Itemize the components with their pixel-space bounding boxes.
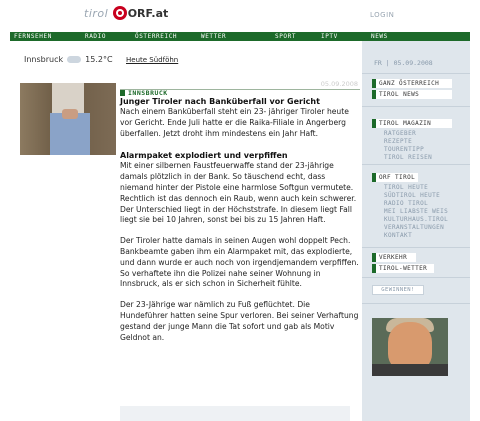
login-link[interactable]: LOGIN xyxy=(370,11,395,19)
article-category[interactable]: INNSBRUCK xyxy=(120,89,168,97)
sidebar-top-links xyxy=(372,79,452,101)
sidebar xyxy=(362,41,470,421)
article-paragraph: Mit einer silbernen Faustfeuerwaffe stand der 23-jährige damals plötzlich in der Bank. So täuschend echt, dass niemand hinter der Pistole eine harmlose Softgun vermutete. Rechtlich ist das dennoch ein Raub, wenn auch kein schwerer. Der Unterschied liegt in der Höchststrafe. In diesem liegt Fall liegt sie bei 10 Jahren, sonst bei bis zu 15 Jahren Haft. xyxy=(120,161,357,225)
sidebar-subitem[interactable]: KONTAKT xyxy=(384,232,413,239)
logo-brand: ORF.at xyxy=(127,7,169,20)
sidebar-item-tirol-wetter[interactable]: TIROL-WETTER xyxy=(372,264,434,273)
weather-forecast-link[interactable]: Heute Südföhn xyxy=(126,56,179,64)
main-content xyxy=(10,41,362,421)
article-subheadline: Alarmpaket explodiert und verpfiffen xyxy=(120,151,288,161)
gewinnen-button[interactable]: GEWINNEN! xyxy=(372,285,424,295)
article-headline: Junger Tiroler nach Banküberfall vor Gericht xyxy=(120,97,320,106)
logo-prefix: tirol xyxy=(84,7,109,20)
nav-oesterreich[interactable]: ÖSTERREICH xyxy=(135,33,178,40)
article-category-bar xyxy=(120,80,360,97)
sidebar-item-verkehr[interactable]: VERKEHR xyxy=(372,253,416,262)
nav-news[interactable]: NEWS xyxy=(371,33,388,40)
sidebar-subitem[interactable]: TIROL HEUTE xyxy=(384,184,429,191)
sidebar-subitem[interactable]: TOURENTIPP xyxy=(384,146,425,153)
article-intro: Nach einem Banküberfall steht ein 23- jähriger Tiroler heute vor Gericht. Ende Juli hatte er die Raika-Filiale in Angerberg überfallen. Jetzt droht ihm mindestens ein Jahr Haft. xyxy=(120,107,349,138)
sidebar-date: FR | 05.09.2008 xyxy=(374,59,433,67)
nav-radio[interactable]: RADIO xyxy=(85,33,107,40)
article-photo xyxy=(20,83,116,155)
nav-fernsehen[interactable]: FERNSEHEN xyxy=(14,33,52,40)
orf-eye-icon xyxy=(113,6,127,20)
sidebar-subitem[interactable]: TIROL REISEN xyxy=(384,154,433,161)
header xyxy=(0,0,480,32)
orf-logo[interactable] xyxy=(84,6,168,20)
main-nav xyxy=(10,32,470,41)
weather-temp: 15.2°C xyxy=(85,55,113,64)
cloud-icon xyxy=(67,56,81,63)
sidebar-bottom-links xyxy=(372,253,442,275)
weather-widget xyxy=(24,55,113,64)
sidebar-subitem[interactable]: MEI LIABSTE WEIS xyxy=(384,208,449,215)
sidebar-item-tirol-magazin[interactable]: TIROL MAGAZIN xyxy=(372,119,452,128)
article xyxy=(120,80,360,343)
sidebar-subitem[interactable]: KULTURHAUS.TIROL xyxy=(384,216,449,223)
sidebar-item-ganz-oesterreich[interactable]: GANZ ÖSTERREICH xyxy=(372,79,452,88)
nav-iptv[interactable]: IPTV xyxy=(321,33,338,40)
article-footer-bar xyxy=(120,406,350,421)
article-paragraph: Der Tiroler hatte damals in seinen Augen wohl doppelt Pech. Bankbeamte gaben ihm ein Alarmpaket mit, das explodierte, und dann wurde er auch noch von irgendjemandem verpfiffen. So verhaftete ihn die Polizei nahe seiner Wohnung in Innsbruck, als er sich schon in Sicherheit fühlte. xyxy=(120,236,359,289)
sidebar-item-tirol-news[interactable]: TIROL NEWS xyxy=(372,90,452,99)
sidebar-subitem[interactable]: VERANSTALTUNGEN xyxy=(384,224,445,231)
sidebar-subitem[interactable]: SÜDTIROL HEUTE xyxy=(384,192,441,199)
sidebar-subitem[interactable]: REZEPTE xyxy=(384,138,413,145)
sidebar-item-orf-tirol[interactable]: ORF TIROL xyxy=(372,173,418,182)
nav-wetter[interactable]: WETTER xyxy=(201,33,227,40)
sidebar-subitem[interactable]: RATGEBER xyxy=(384,130,417,137)
portrait-photo[interactable] xyxy=(372,318,448,376)
nav-sport[interactable]: SPORT xyxy=(275,33,297,40)
sidebar-subitem[interactable]: RADIO TIROL xyxy=(384,200,429,207)
article-paragraph: Der 23-Jährige war nämlich zu Fuß geflüchtet. Die Hundeführer hatten seine Spur verloren. Bei seiner Verhaftung gestand der junge Mann die Tat sofort und gab als Motiv Geldnot an. xyxy=(120,300,359,342)
sidebar-magazin xyxy=(372,119,452,162)
weather-city: Innsbruck xyxy=(24,55,64,64)
article-date: 05.09.2008 xyxy=(320,80,358,88)
sidebar-orf-tirol xyxy=(372,173,464,240)
